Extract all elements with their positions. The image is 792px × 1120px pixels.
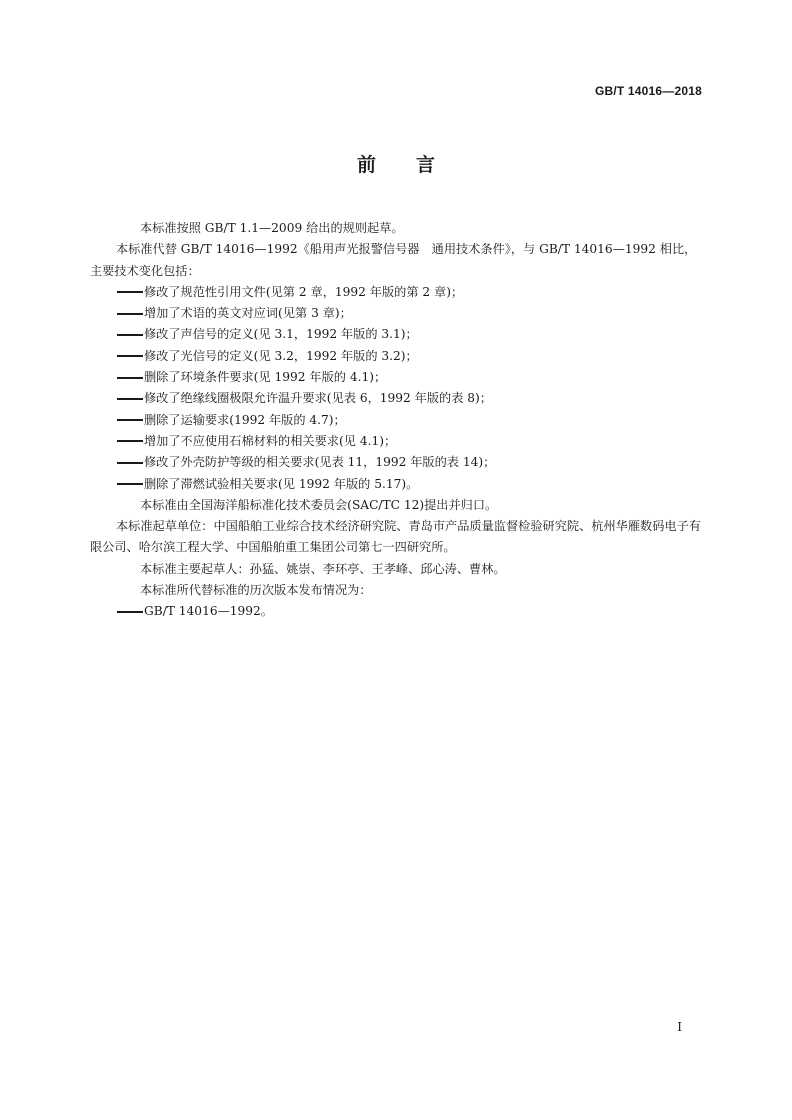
list-item: 修改了声信号的定义(见 3.1，1992 年版的 3.1)； — [116, 324, 702, 345]
list-item: 修改了绝缘线圈极限允许温升要求(见表 6，1992 年版的表 8)； — [116, 388, 702, 409]
standard-code: GB/T 14016—2018 — [594, 84, 702, 98]
list-item: 删除了运输要求(1992 年版的 4.7)； — [116, 410, 702, 431]
list-item: 增加了不应使用石棉材料的相关要求(见 4.1)； — [116, 431, 702, 452]
dash-mark — [117, 440, 143, 442]
dash-mark — [117, 611, 143, 613]
dash-mark — [117, 355, 143, 357]
dash-mark — [117, 313, 143, 315]
list-item: 删除了环境条件要求(见 1992 年版的 4.1)； — [116, 367, 702, 388]
list-item: 修改了规范性引用文件(见第 2 章，1992 年版的第 2 章)； — [116, 282, 702, 303]
list-item: 修改了外壳防护等级的相关要求(见表 11，1992 年版的表 14)； — [116, 452, 702, 473]
changes-list — [116, 282, 702, 495]
dash-mark — [117, 334, 143, 336]
foreword-content — [90, 218, 702, 623]
page-title — [0, 150, 792, 177]
dash-mark — [117, 462, 143, 464]
list-item: 删除了滞燃试验相关要求(见 1992 年版的 5.17)。 — [116, 474, 702, 495]
drafting-units-paragraph: 本标准起草单位：中国船舶工业综合技术经济研究院、青岛市产品质量监督检验研究院、杭州华雁数码电子有限公司、哈尔滨工程大学、中国船舶重工集团公司第七一四研究所。 — [90, 519, 701, 555]
dash-mark — [117, 291, 143, 293]
list-item: 修改了光信号的定义(见 3.2，1992 年版的 3.2)； — [116, 346, 702, 367]
dash-mark — [117, 419, 143, 421]
title-part-1: 前 — [356, 154, 376, 176]
drafters-paragraph: 本标准主要起草人：孙猛、姚崇、李环亭、王孝峰、邱心涛、曹林。 — [140, 561, 506, 576]
proposer-paragraph: 本标准由全国海洋船标准化技术委员会(SAC/TC 12)提出并归口。 — [140, 497, 498, 512]
dash-mark — [117, 377, 143, 379]
list-item: 增加了术语的英文对应词(见第 3 章)； — [116, 303, 702, 324]
title-part-2: 言 — [416, 154, 436, 176]
replacement-paragraph: 本标准代替 GB/T 14016—1992《船用声光报警信号器 通用技术条件》，与 GB/T 14016—1992 相比，主要技术变化包括： — [90, 242, 697, 278]
history-intro-paragraph: 本标准所代替标准的历次版本发布情况为： — [140, 583, 372, 598]
page-number: I — [677, 1020, 682, 1034]
drafting-rule-paragraph: 本标准按照 GB/T 1.1—2009 给出的规则起草。 — [140, 221, 404, 235]
dash-mark — [117, 398, 143, 400]
dash-mark — [117, 483, 143, 485]
history-item: GB/T 14016—1992。 — [116, 601, 702, 622]
